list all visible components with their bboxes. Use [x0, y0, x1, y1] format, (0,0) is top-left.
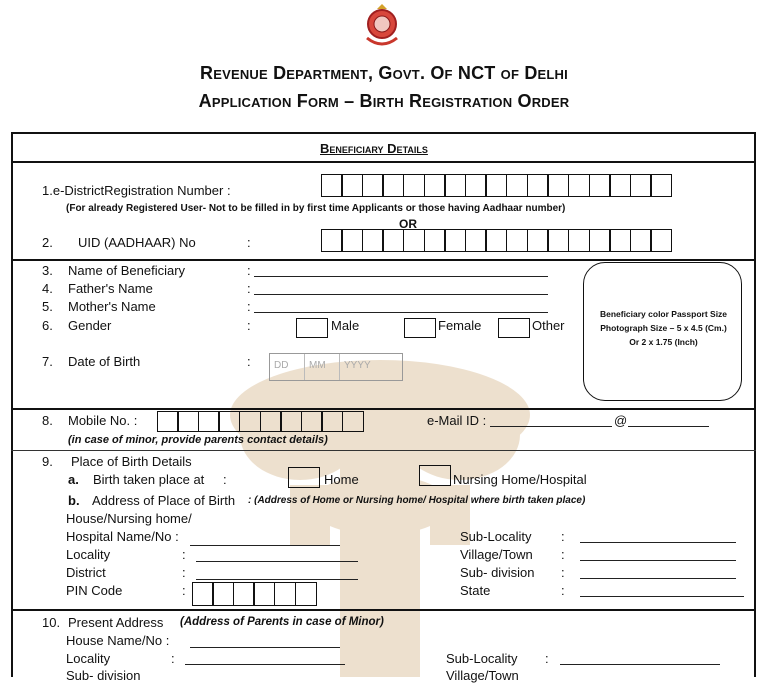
present-note: (Address of Parents in case of Minor) — [180, 616, 384, 628]
mother-label: Mother's Name — [68, 299, 156, 314]
pob-village-label: Village/Town — [460, 547, 533, 562]
email-user-input[interactable] — [490, 426, 612, 427]
at-sign: @ — [614, 413, 628, 428]
present-village-label: Village/Town — [446, 668, 519, 683]
dob-number: 7. — [42, 354, 53, 369]
pob-home-label: Home — [324, 472, 359, 487]
or-label: OR — [399, 217, 417, 231]
pob-number: 9. — [42, 454, 53, 469]
colon: : — [247, 281, 251, 296]
dob-month[interactable]: MM — [305, 354, 340, 380]
pob-district-label: District — [66, 565, 106, 580]
gender-female-checkbox[interactable] — [404, 318, 436, 338]
uid-label: UID (AADHAAR) No — [78, 235, 196, 250]
colon: : — [182, 547, 186, 562]
delhi-police-logo-icon — [359, 4, 405, 50]
present-house-label: House Name/No : — [66, 633, 170, 648]
father-number: 4. — [42, 281, 53, 296]
pob-hospital-label: Nursing Home/Hospital — [453, 472, 587, 487]
name-input[interactable] — [254, 276, 548, 277]
gender-male-checkbox[interactable] — [296, 318, 328, 338]
pob-locality-label: Locality — [66, 547, 111, 562]
dob-day[interactable]: DD — [270, 354, 305, 380]
email-label: e-Mail ID : — [427, 413, 487, 428]
mobile-number: 8. — [42, 413, 53, 428]
edistrict-number-input[interactable] — [322, 174, 672, 197]
pob-b-label: Address of Place of Birth — [92, 493, 236, 508]
colon: : — [561, 547, 565, 562]
section-title: Beneficiary Details — [320, 141, 428, 156]
present-sublocality-input[interactable] — [560, 664, 720, 665]
pob-pin-input[interactable] — [193, 582, 317, 606]
colon: : — [171, 651, 175, 666]
pob-state-label: State — [460, 583, 491, 598]
colon: : — [247, 235, 251, 250]
mother-number: 5. — [42, 299, 53, 314]
name-number: 3. — [42, 263, 53, 278]
colon: : — [223, 472, 227, 487]
house-label-2: Hospital Name/No : — [66, 529, 179, 544]
divider — [11, 259, 756, 261]
uid-input[interactable] — [322, 229, 672, 252]
mobile-note: (in case of minor, provide parents contact details) — [68, 434, 328, 446]
divider — [11, 408, 756, 410]
gender-female-label: Female — [438, 318, 482, 333]
pob-a-label: Birth taken place at — [93, 472, 205, 487]
colon: : — [182, 565, 186, 580]
edistrict-note: (For already Registered User- Not to be filled in by first time Applicants or those having Aadhaar number) — [66, 203, 566, 214]
dob-label: Date of Birth — [68, 354, 141, 369]
pob-hospital-checkbox[interactable] — [419, 465, 451, 486]
pob-village-input[interactable] — [580, 560, 736, 561]
colon: : — [247, 354, 251, 369]
edistrict-label: 1.e-DistrictRegistration Number : — [42, 183, 231, 198]
colon: : — [247, 263, 251, 278]
pob-b-note: : (Address of Home or Nursing home/ Hospital where birth taken place) — [248, 495, 586, 506]
pob-sublocality-label: Sub-Locality — [460, 529, 532, 544]
photo-box[interactable] — [583, 262, 742, 401]
house-label-1: House/Nursing home/ — [66, 511, 192, 526]
pob-sublocality-input[interactable] — [580, 542, 736, 543]
mobile-input[interactable] — [158, 411, 364, 432]
present-locality-input[interactable] — [185, 664, 345, 665]
dob-year[interactable]: YYYY — [344, 360, 371, 371]
colon: : — [561, 583, 565, 598]
pob-subdivision-label: Sub- division — [460, 565, 535, 580]
pob-pin-label: PIN Code — [66, 583, 123, 598]
pob-a: a. — [68, 472, 79, 487]
gender-label: Gender — [68, 318, 112, 333]
pob-subdivision-input[interactable] — [580, 578, 736, 579]
colon: : — [182, 583, 186, 598]
pob-house-input[interactable] — [190, 545, 340, 546]
name-label: Name of Beneficiary — [68, 263, 186, 278]
divider — [11, 450, 756, 451]
photo-instructions: Beneficiary color Passport Size Photograph Size – 5 x 4.5 (Cm.) Or 2 x 1.75 (Inch) — [599, 309, 728, 347]
pob-label: Place of Birth Details — [71, 454, 192, 469]
present-subdivision-label: Sub- division — [66, 668, 141, 683]
divider — [11, 609, 756, 611]
dob-input[interactable] — [269, 353, 403, 381]
colon: : — [561, 529, 565, 544]
colon: : — [247, 318, 251, 333]
father-name-input[interactable] — [254, 294, 548, 295]
colon: : — [545, 651, 549, 666]
present-locality-label: Locality — [66, 651, 111, 666]
present-sublocality-label: Sub-Locality — [446, 651, 518, 666]
header-line-2: Application Form – Birth Registration Order — [198, 91, 570, 111]
divider — [11, 161, 756, 163]
pob-home-checkbox[interactable] — [288, 467, 320, 488]
pob-locality-input[interactable] — [196, 561, 358, 562]
pob-district-input[interactable] — [196, 579, 358, 580]
email-domain-input[interactable] — [628, 426, 709, 427]
colon: : — [247, 299, 251, 314]
present-house-input[interactable] — [190, 647, 340, 648]
gender-male-label: Male — [331, 318, 360, 333]
mobile-label: Mobile No. : — [68, 413, 138, 428]
header-line-1: Revenue Department, Govt. Of NCT of Delhi — [200, 63, 568, 83]
gender-other-label: Other — [532, 318, 565, 333]
pob-b: b. — [68, 493, 80, 508]
pob-state-input[interactable] — [580, 596, 744, 597]
colon: : — [561, 565, 565, 580]
present-number: 10. — [42, 615, 61, 630]
father-label: Father's Name — [68, 281, 153, 296]
uid-number: 2. — [42, 235, 53, 250]
mother-name-input[interactable] — [254, 312, 548, 313]
gender-other-checkbox[interactable] — [498, 318, 530, 338]
gender-number: 6. — [42, 318, 53, 333]
present-label: Present Address — [68, 615, 164, 630]
